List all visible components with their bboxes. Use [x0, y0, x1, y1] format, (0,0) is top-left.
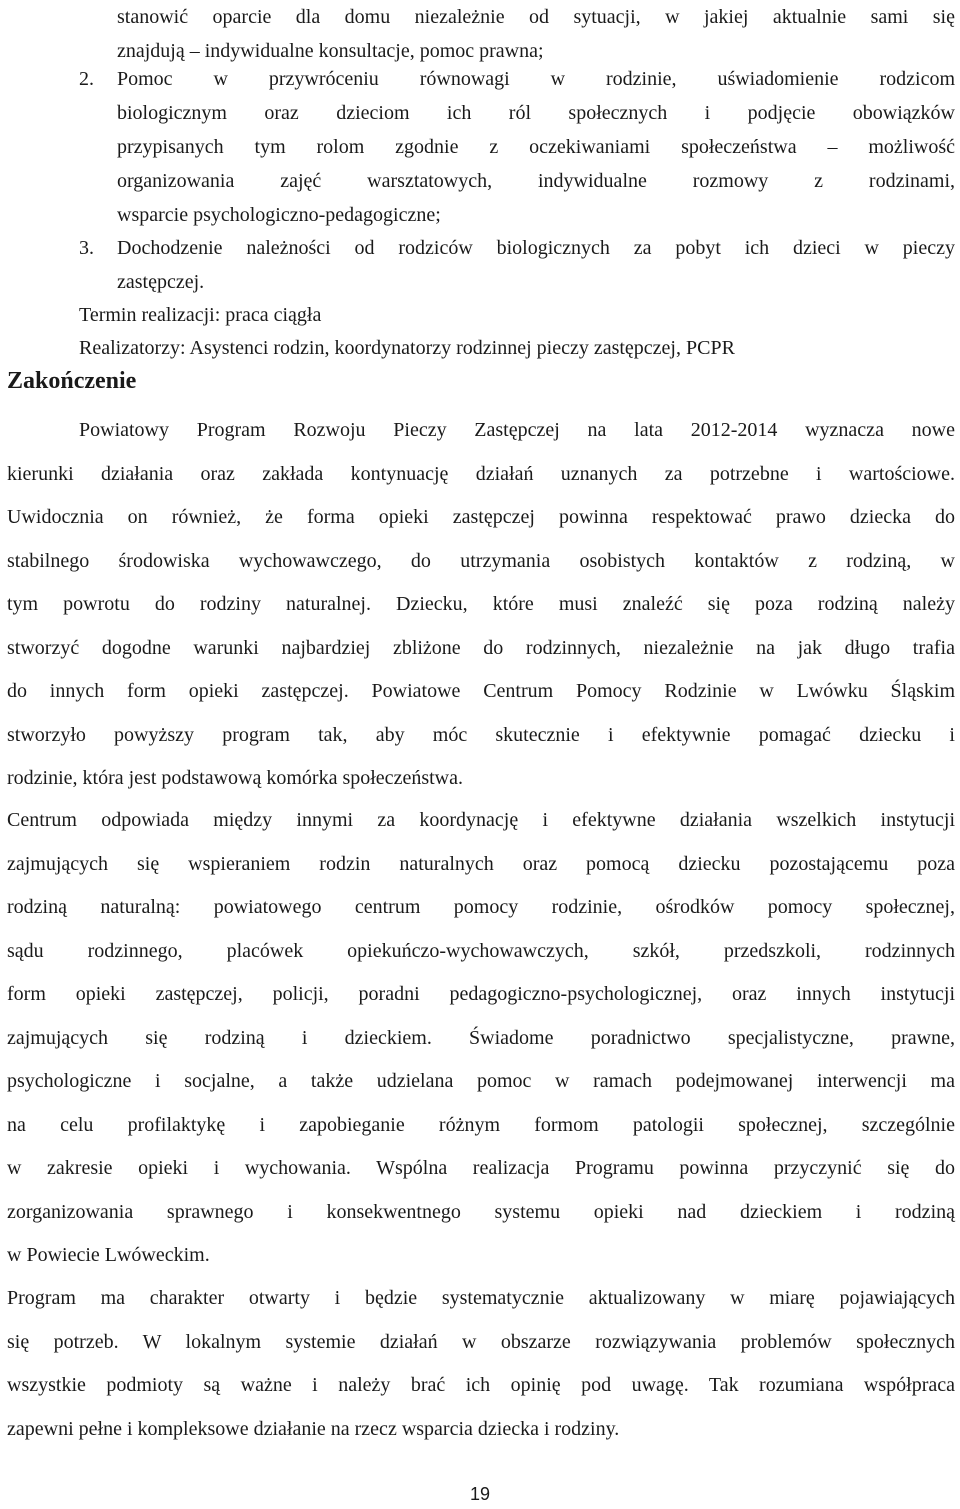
list-number: 2. [79, 68, 94, 90]
paragraph [7, 1277, 955, 1451]
text-line: Dochodzenie należności od rodziców biologicznych za pobyt ich dzieci w pieczy [117, 237, 955, 259]
text-line: w Powiecie Lwóweckim. [7, 1244, 210, 1266]
page-number: 19 [469, 1484, 491, 1504]
text-line: organizowania zajęć warsztatowych, indywidualne rozmowy z rodzinami, [117, 170, 955, 192]
text-line: zajmujących się rodziną i dzieckiem. Świadome poradnictwo specjalistyczne, prawne, [7, 1026, 955, 1049]
text-line: stanowić oparcie dla domu niezależnie od sytuacji, w jakiej aktualnie sami się [117, 6, 955, 28]
text-line: wsparcie psychologiczno-pedagogiczne; [117, 204, 441, 226]
text-line: Pomoc w przywróceniu równowagi w rodzinie, uświadomienie rodzicom [117, 68, 955, 90]
list-item-text [117, 62, 955, 232]
text-line: zapewni pełne i kompleksowe działanie na rzecz wsparcia dziecka i rodziny. [7, 1417, 620, 1440]
text-line: form opieki zastępczej, policji, poradni pedagogiczno-psychologicznej, oraz innych instytucji [7, 983, 955, 1005]
text-line: zajmujących się wspieraniem rodzin naturalnych oraz pomocą dziecku pozostającemu poza [7, 852, 955, 875]
text-line: przypisanych tym rolom zgodnie z oczekiwaniami społeczeństwa – możliwość [117, 136, 955, 158]
text-line: psychologiczne i socjalne, a także udzielana pomoc w ramach podejmowanej interwencji ma [7, 1070, 955, 1092]
text-line: wszystkie podmioty są ważne i należy brać ich opinię pod uwagę. Tak rozumiana współpraca [7, 1374, 955, 1396]
text-line: stabilnego środowiska wychowawczego, do utrzymania osobistych kontaktów z rodziną, w [7, 549, 955, 572]
paragraph [7, 409, 955, 801]
text-line: Powiatowy Program Rozwoju Pieczy Zastępczej na lata 2012-2014 wyznacza nowe [79, 419, 955, 441]
text-line: się potrzeb. W lokalnym systemie działań w obszarze rozwiązywania problemów społecznych [7, 1330, 955, 1353]
text-line: tym powrotu do rodziny naturalnej. Dziecku, które musi znaleźć się poza rodziną należy [7, 593, 955, 615]
text-line: biologicznym oraz dzieciom ich ról społecznych i podjęcie obowiązków [117, 102, 955, 124]
realizers-line: Realizatorzy: Asystenci rodzin, koordynatorzy rodzinnej pieczy zastępczej, PCPR [79, 337, 735, 359]
list-item-continuation [117, 0, 955, 68]
text-line: rodziną naturalną: powiatowego centrum pomocy rodzinie, ośrodków pomocy społecznej, [7, 896, 955, 918]
text-line: do innych form opieki zastępczej. Powiatowe Centrum Pomocy Rodzinie w Lwówku Śląskim [7, 680, 955, 702]
text-line: sądu rodzinnego, placówek opiekuńczo-wychowawczych, szkół, przedszkoli, rodzinnych [7, 939, 955, 962]
text-line: zastępczej. [117, 271, 205, 293]
text-line: znajdują – indywidualne konsultacje, pomoc prawna; [117, 40, 544, 62]
text-line: Centrum odpowiada między innymi za koordynację i efektywne działania wszelkich instytucji [7, 809, 955, 831]
text-line: Uwidocznia on również, że forma opieki zastępczej powinna respektować prawo dziecka do [7, 506, 955, 528]
list-item-text [117, 231, 955, 299]
paragraph [7, 799, 955, 1278]
text-line: Program ma charakter otwarty i będzie systematycznie aktualizowany w miarę pojawiających [7, 1287, 955, 1309]
section-heading: Zakończenie [7, 368, 137, 394]
text-line: stworzyło powyższy program tak, aby móc skutecznie i efektywnie pomagać dziecku i [7, 723, 955, 746]
text-line: stworzyć dogodne warunki najbardziej zbliżone do rodzinnych, niezależnie na jak długo trafia [7, 636, 955, 659]
list-number: 3. [79, 237, 94, 259]
term-line: Termin realizacji: praca ciągła [79, 304, 322, 326]
text-line: na celu profilaktykę i zapobieganie różnym formom patologii społecznej, szczególnie [7, 1113, 955, 1136]
text-line: zorganizowania sprawnego i konsekwentnego systemu opieki nad dzieckiem i rodziną [7, 1200, 955, 1223]
text-line: w zakresie opieki i wychowania. Wspólna realizacja Programu powinna przyczynić się do [7, 1157, 955, 1179]
text-line: kierunki działania oraz zakłada kontynuację działań uznanych za potrzebne i wartościowe. [7, 462, 955, 485]
text-line: rodzinie, która jest podstawową komórka społeczeństwa. [7, 767, 463, 789]
